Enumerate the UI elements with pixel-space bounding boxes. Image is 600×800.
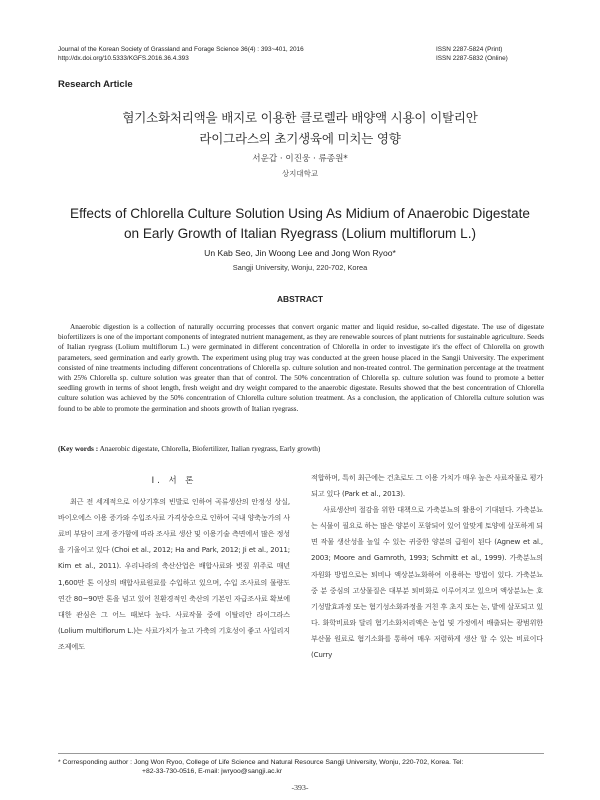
keywords-list: Anaerobic digestate, Chlorella, Biofertilizer, Italian ryegrass, Early growth) bbox=[99, 444, 321, 453]
intro-paragraph-3: 사료생산비 절감을 위한 대책으로 가축분뇨의 활용이 기대된다. 가축분뇨는 식물이 필요로 하는 많은 양분이 포함되어 있어 알맞게 토양에 살포하게 되면 작물 생산성을 높일 수 있는 귀중한 양분의 급원이 된다 (Agnew et al., 2003; Moore and Gamroth, 1993; Schmitt et al., 1999). 가축분뇨의 자원화 방법으로는 퇴비나 액상분뇨화하여 이용하는 방법이 있다. 가축분뇨 중 분 중심의 고상물질은 대부분 퇴비화로 이루어지고 있으며 액상분뇨는 호기성발효과정 또는 혐기성소화과정을 거친 후 초지 또는 논, 밭에 살포되고 있다. 화학비료와 달리 혐기소화처리액은 농업 및 가정에서 배출되는 광범위한 부산물 원료로 혐기소화를 통하여 매우 저렴하게 생산 할 수 있는 비료이다 (Curry bbox=[311, 505, 543, 660]
page-number: -393- bbox=[291, 783, 309, 792]
journal-citation: Journal of the Korean Society of Grassland and Forage Science 36(4) : 393~401, 2016 bbox=[58, 46, 304, 53]
english-title-line-2: on Early Growth of Italian Ryegrass (Lolium multiflorum L.) bbox=[123, 226, 477, 241]
english-title-line-1: Effects of Chlorella Culture Solution Using As Midium of Anaerobic Digestate bbox=[70, 206, 530, 221]
issn-print: ISSN 2287-5824 (Print) bbox=[436, 46, 503, 53]
intro-left-column bbox=[58, 470, 290, 655]
korean-affiliation: 상지대학교 bbox=[281, 169, 319, 178]
abstract-heading: ABSTRACT bbox=[276, 294, 324, 304]
abstract-body: Anaerobic digestion is a collection of naturally occurring processes that convert organic matter and liquid residue, so-called digestate. The use of digestate biofertilizers is one of the important components of integrated nutrient management, as they are renewable sources of plant nutrients for sustainable agriculture. Seeds of Italian ryegrass (Lolium multiflorum L.) were germinated in different concentration of Chlorella in order to investigate it's the effect of Chlorella on growth parameters, seed germination and early growth. The experiment using plug tray was conducted at the green house placed in the Sangji University. The experiment consisted of nine treatments including different concentrations of Chlorella sp. culture solution and non-treated control. The germination percentage at the treatment with 25% Chlorella sp. culture solution was greater than that of control. The 50% concentration of Chlorella sp. culture solution was found to promote a better seedling growth in terms of shoot length, fresh weight and dry weight compared to the anaerobic digestate. Results showed that the best concentration of Chlorella culture solution was achieved by the 50% concentration of Chlorella culture solution treatment. As a conclusion, the application of Chlorella culture solution was found to be able to promote the germination and shoots growth of Italian ryegrass. bbox=[58, 322, 544, 413]
intro-paragraph-1: 최근 전 세계적으로 이상기후의 빈발로 인하여 곡류생산의 안정성 상실, 바이오에스 이용 증가와 수입조사료 가격상승으로 인하여 국내 양축농가의 사료비 부담이 크게 증가함에 따라 조사료 생산 및 이용기술 측면에서 많은 정성을 기울이고 있다 (Choi et al., 2012; Ha and Park, 2012; Ji et al., 2011; Kim et al., 2011). 우리나라의 축산산업은 배합사료와 볏짚 위주로 매년 1,600만 톤 이상의 배합사료원료를 수입하고 있으며, 수입 조사료의 물량도 연간 80~90만 톤을 넘고 있어 친환경적인 축산의 기본인 자급조사료 확보에 대한 관심은 그 어느 때보다 높다. 사료작물 중에 이탈리안 라이그라스(Lolium multiflorum L.)는 사료가치가 높고 가축의 기호성이 좋고 사일리지 조제에도 bbox=[58, 497, 290, 651]
doi-link[interactable]: http://dx.doi.org/10.5333/KGFS.2016.36.4.393 bbox=[58, 55, 189, 62]
keywords bbox=[58, 444, 544, 454]
footnote-divider bbox=[58, 753, 544, 754]
intro-paragraph-2: 적합하며, 특히 최근에는 건초로도 그 이용 가치가 매우 높은 사료작물로 평가되고 있다 (Park et al., 2013). bbox=[311, 473, 543, 499]
journal-header bbox=[58, 45, 304, 63]
korean-title-line-2: 라이그라스의 초기생육에 미치는 영향 bbox=[199, 131, 401, 146]
issn-online: ISSN 2287-5832 (Online) bbox=[436, 55, 508, 62]
korean-title-line-1: 혐기소화처리액을 배지로 이용한 클로렐라 배양액 시용이 이탈리안 bbox=[122, 110, 478, 125]
issn-block bbox=[436, 45, 546, 63]
english-affiliation: Sangji University, Wonju, 220-702, Korea bbox=[232, 263, 368, 272]
korean-authors: 서운갑 · 이진웅 · 류종원* bbox=[252, 154, 348, 164]
intro-right-column bbox=[311, 470, 543, 663]
article-type-label: Research Article bbox=[58, 79, 133, 90]
intro-heading: Ⅰ. 서 론 bbox=[151, 475, 197, 485]
keywords-label: (Key words : bbox=[58, 444, 99, 453]
corresponding-author-footnote bbox=[58, 758, 544, 776]
footnote-line-2: +82-33-730-0516, E-mail: jwryoo@sangji.ac.kr bbox=[142, 768, 283, 775]
english-authors: Un Kab Seo, Jin Woong Lee and Jong Won Ryoo* bbox=[204, 248, 396, 258]
footnote-line-1: * Corresponding author : Jong Won Ryoo, College of Life Science and Natural Resource Sangji University, Wonju, 220-702, Korea. Tel: bbox=[58, 759, 464, 766]
